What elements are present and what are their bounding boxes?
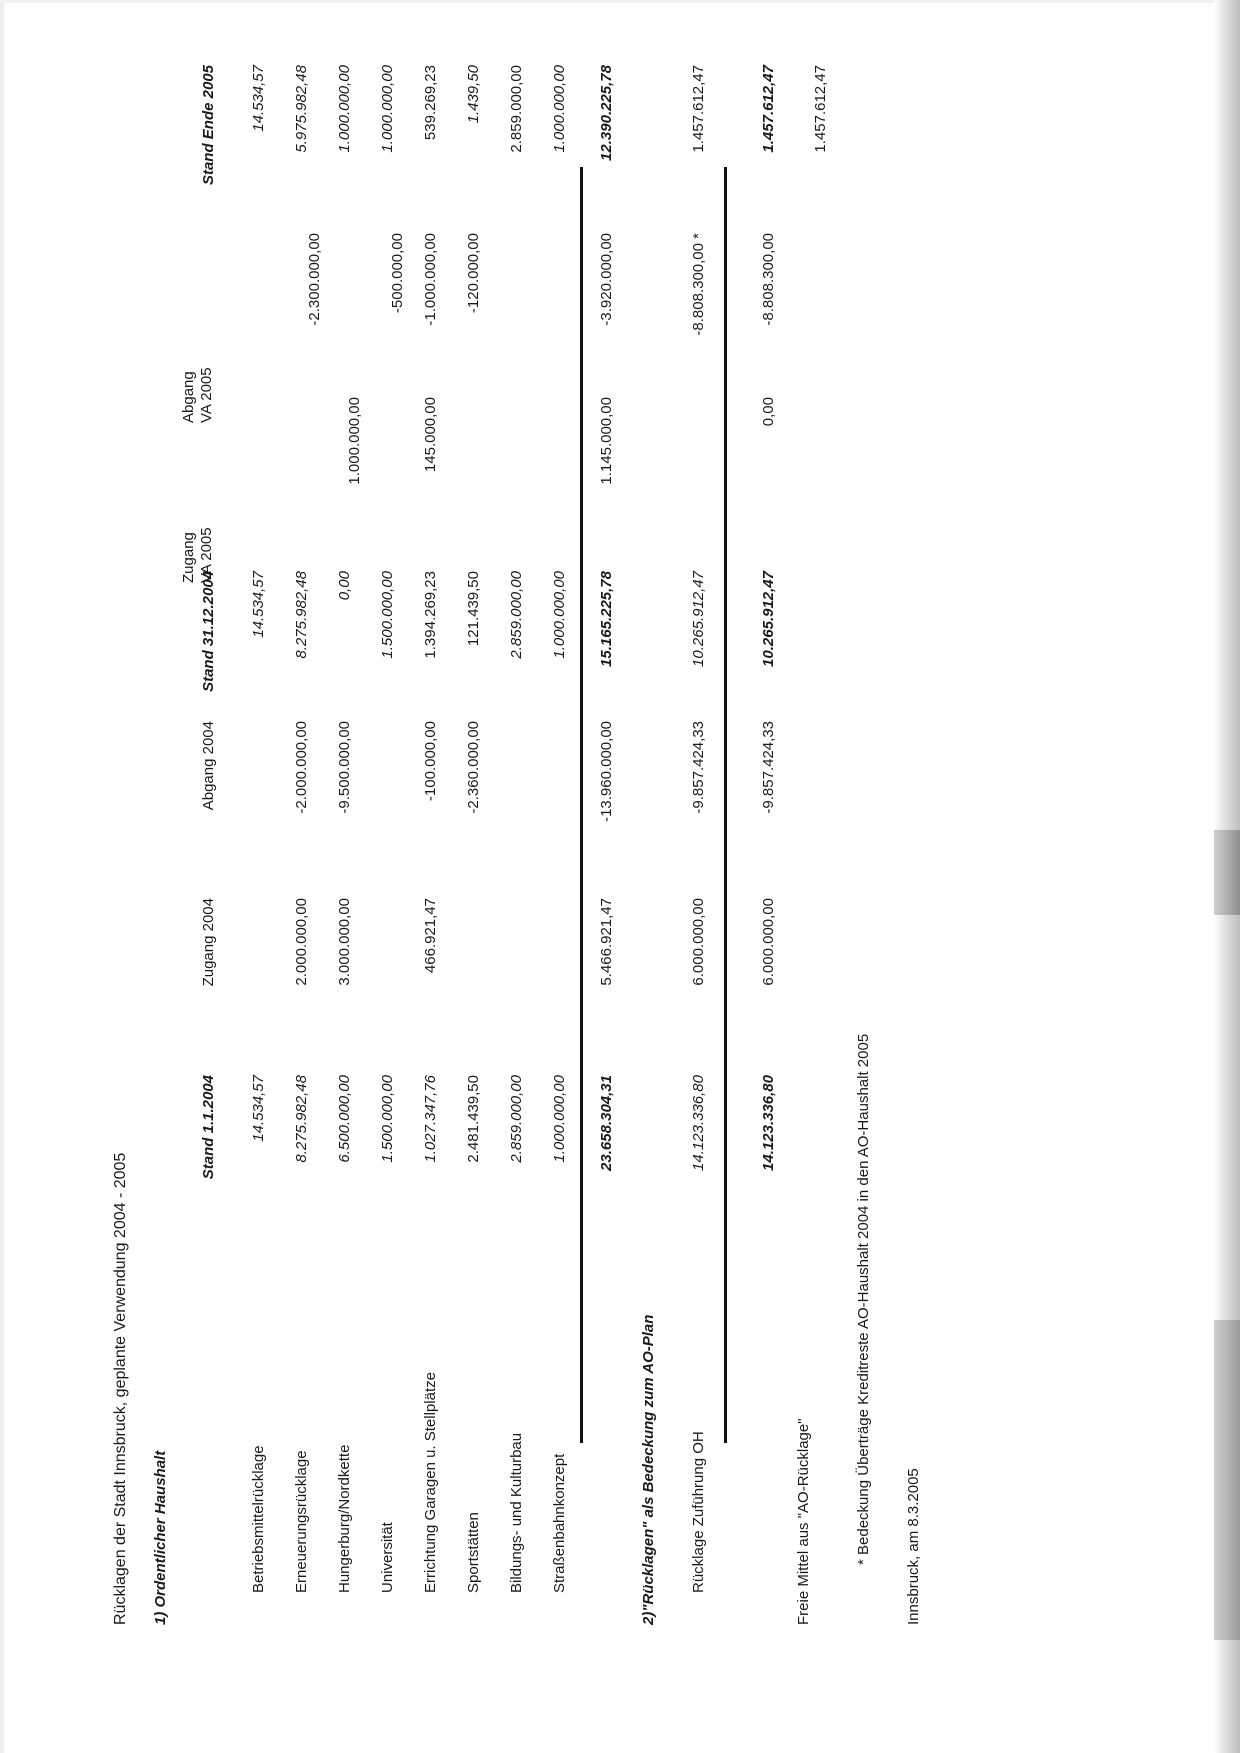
cell-abgangVA: -2.300.000,00 (306, 233, 323, 326)
cell-abgang2004: -2.360.000,00 (465, 721, 482, 814)
total-stand3112: 10.265.912,47 (760, 571, 777, 667)
cell-abgang2004: -2.000.000,00 (293, 721, 310, 814)
cell-stand3112: 14.534,57 (250, 571, 267, 638)
cell-stand3112: 1.000.000,00 (551, 571, 568, 659)
cell-ende2005: 1.457.612,47 (690, 65, 707, 153)
row-label: Hungerburg/Nordkette (336, 1444, 353, 1593)
cell-zugang2004: 3.000.000,00 (336, 898, 353, 986)
cell-stand3112: 1.394.269,23 (422, 571, 439, 659)
cell-stand1: 2.481.439,50 (465, 1075, 482, 1163)
section-ordentlicher-haushalt: 1) Ordentlicher Haushalt (152, 1450, 169, 1625)
row-label: Straßenbahnkonzept (551, 1453, 568, 1593)
header-abgang-va-line2: VA 2005 (198, 367, 215, 423)
header-zugang-va-line1: Zugang (180, 532, 197, 583)
cell-abgangVA: -500.000,00 (389, 233, 406, 314)
total-zugang2004: 6.000.000,00 (760, 898, 777, 986)
total-rule-1 (580, 167, 583, 1443)
total-stand3112: 15.165.225,78 (598, 571, 615, 667)
header-stand-31-12-2004: Stand 31.12.2004 (200, 571, 217, 692)
cell-ende2005: 1.000.000,00 (379, 65, 396, 153)
total-zugang2004: 5.466.921,47 (598, 898, 615, 986)
place-date: Innsbruck, am 8.3.2005 (905, 1468, 922, 1625)
header-abgang-va-line1: Abgang (180, 371, 197, 423)
row-label: Bildungs- und Kulturbau (508, 1432, 525, 1593)
section-ao-plan: 2)"Rücklagen" als Bedeckung zum AO-Plan (640, 1314, 657, 1625)
cell-stand1: 1.500.000,00 (379, 1075, 396, 1163)
total-abgang2004: -13.960.000,00 (598, 721, 615, 822)
cell-stand1: 2.859.000,00 (508, 1075, 525, 1163)
total-abgang2004: -9.857.424,33 (760, 721, 777, 814)
cell-zugang2004: 466.921,47 (422, 898, 439, 974)
row-label: Errichtung Garagen u. Stellplätze (422, 1372, 439, 1593)
total-stand1: 14.123.336,80 (760, 1075, 777, 1171)
cell-stand3112: 1.500.000,00 (379, 571, 396, 659)
cell-stand1: 8.275.982,48 (293, 1075, 310, 1163)
cell-ende2005: 14.534,57 (250, 65, 267, 132)
header-zugang-va-line2: VA 2005 (198, 527, 215, 583)
cell-stand1: 1.000.000,00 (551, 1075, 568, 1163)
header-zugang-2004: Zugang 2004 (200, 898, 217, 987)
cell-abgangVA: -120.000,00 (465, 233, 482, 314)
total-abgangVA: -8.808.300,00 (760, 233, 777, 326)
freie-mittel-value: 1.457.612,47 (812, 65, 829, 153)
cell-stand1: 1.027.347,76 (422, 1075, 439, 1163)
cell-stand3112: 121.439,50 (465, 571, 482, 647)
total-abgangVA: -3.920.000,00 (598, 233, 615, 326)
cell-zugangVA: 145.000,00 (422, 397, 439, 473)
cell-abgang2004: -100.000,00 (422, 721, 439, 802)
row-label: Erneuerungsrücklage (293, 1450, 310, 1593)
cell-stand3112: 2.859.000,00 (508, 571, 525, 659)
cell-stand1: 6.500.000,00 (336, 1075, 353, 1163)
header-abgang-2004: Abgang 2004 (200, 721, 217, 811)
cell-abgangVA: -1.000.000,00 (422, 233, 439, 326)
header-stand-ende-2005: Stand Ende 2005 (200, 65, 217, 186)
freie-mittel-label: Freie Mittel aus "AO-Rücklage" (795, 1418, 812, 1625)
row-label: Betriebsmittelrücklage (250, 1445, 267, 1593)
cell-stand1: 14.534,57 (250, 1075, 267, 1142)
cell-ende2005: 1.000.000,00 (551, 65, 568, 153)
total-ende2005: 1.457.612,47 (760, 65, 777, 153)
document-title: Rücklagen der Stadt Innsbruck, geplante Verwendung 2004 - 2005 (112, 1152, 129, 1625)
cell-zugang2004: 2.000.000,00 (293, 898, 310, 986)
header-stand-1-1-2004: Stand 1.1.2004 (200, 1075, 217, 1180)
total-stand1: 23.658.304,31 (598, 1075, 615, 1171)
cell-abgang2004: -9.857.424,33 (690, 721, 707, 814)
cell-ende2005: 2.859.000,00 (508, 65, 525, 153)
cell-abgangVA: -8.808.300,00 * (690, 233, 707, 336)
row-label: Universität (379, 1522, 396, 1593)
cell-stand3112: 10.265.912,47 (690, 571, 707, 667)
cell-abgang2004: -9.500.000,00 (336, 721, 353, 814)
total-zugangVA: 1.145.000,00 (598, 397, 615, 485)
total-rule-2 (724, 167, 727, 1443)
cell-ende2005: 5.975.982,48 (293, 65, 310, 153)
total-ende2005: 12.390.225,78 (598, 65, 615, 161)
cell-ende2005: 1.000.000,00 (336, 65, 353, 153)
cell-stand3112: 8.275.982,48 (293, 571, 310, 659)
cell-ende2005: 1.439,50 (465, 65, 482, 124)
cell-zugangVA: 1.000.000,00 (346, 397, 363, 485)
cell-zugang2004: 6.000.000,00 (690, 898, 707, 986)
total-zugangVA: 0,00 (760, 397, 777, 427)
row-label: Sportstätten (465, 1512, 482, 1593)
cell-ende2005: 539.269,23 (422, 65, 439, 141)
cell-stand3112: 0,00 (336, 571, 353, 601)
row-label: Rücklage Zuführung OH (690, 1431, 707, 1593)
cell-stand1: 14.123.336,80 (690, 1075, 707, 1171)
footnote: * Bedeckung Überträge Kreditreste AO-Haushalt 2004 in den AO-Haushalt 2005 (855, 1033, 872, 1565)
